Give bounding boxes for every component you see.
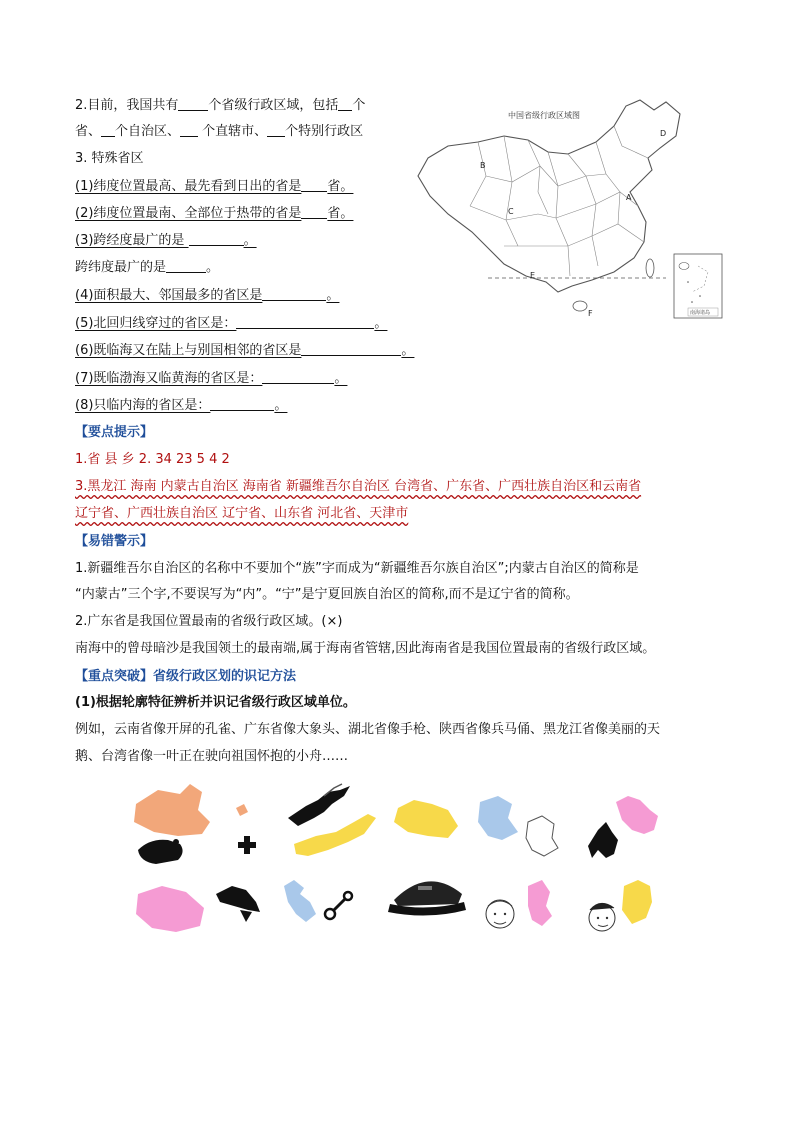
q3-item-7: (7)既临渤海又临黄海的省区是： 。 <box>75 371 348 386</box>
ningxia-shape <box>236 804 248 816</box>
cross-shape <box>238 836 256 854</box>
question-3-title: 3. 特殊省区 <box>75 151 144 166</box>
blank <box>180 122 198 137</box>
q3-item-5: (5)北回归线穿过的省区是： 。 <box>75 316 388 331</box>
q3-item-8: (8)只临内海的省区是： 。 <box>75 398 288 413</box>
key-paragraph-1: 例如，云南省像开屏的孔雀、广东省像大象头、湖北省像手枪、陕西省像兵马俑、黑龙江省像美丽的天 <box>75 722 661 737</box>
q2-text: 2.目前，我国共有 <box>75 98 179 113</box>
inset-label: 南海诸岛 <box>690 310 711 316</box>
province-shapes-illustration <box>128 782 688 952</box>
map-svg <box>408 96 726 322</box>
martial-artist-silhouette <box>588 822 618 858</box>
warnings-heading: 【易错警示】 <box>75 534 154 549</box>
q3-item-6: (6)既临海又在陆上与别国相邻的省区是 。 <box>75 343 415 358</box>
police-cap-illustration <box>388 881 466 915</box>
fujian-shape <box>528 880 552 926</box>
key-heading: 【重点突破】省级行政区划的识记方法 <box>75 669 297 684</box>
blank <box>101 122 115 137</box>
tips-answer-3: 辽宁省、广西壮族自治区 辽宁省、山东省 河北省、天津市 <box>75 506 409 521</box>
warning-line-4: 南海中的曾母暗沙是我国领土的最南端,属于海南省管辖,因此海南省是我国位置最南的省级行政区域。 <box>75 641 656 656</box>
q2-text: 个直辖市、 <box>198 124 268 139</box>
question-2-line2 <box>75 122 363 141</box>
tibet-shape <box>136 886 204 932</box>
anhui-shape <box>478 796 518 840</box>
q3-item-3: (3)跨经度最广的是 。 <box>75 233 257 248</box>
q3-item-4: (4)面积最大、邻国最多的省区是 。 <box>75 288 340 303</box>
map-label-f: F <box>588 309 593 318</box>
q2-text: 个特别行政区 <box>285 124 364 139</box>
q2-text: 个省级行政区域，包括 <box>208 98 339 113</box>
wrench-icon <box>325 892 352 919</box>
portrait-sketch-2 <box>589 903 615 931</box>
blank <box>267 122 285 137</box>
portrait-sketch-1 <box>486 900 514 928</box>
shaanxi-shape <box>284 880 316 922</box>
china-province-map <box>408 96 726 322</box>
province-shapes-svg <box>128 782 688 952</box>
tips-answer-2: 3.黑龙江 海南 内蒙古自治区 海南省 新疆维吾尔自治区 台湾省、广东省、广西壮族自治区和云南省 <box>75 479 642 494</box>
hubei-shape <box>394 800 458 838</box>
taiwan-shape <box>622 880 652 924</box>
fish-silhouette <box>216 886 260 912</box>
map-label-d: D <box>660 129 667 138</box>
q2-text: 个 <box>352 98 366 113</box>
key-paragraph-2: 鹅、台湾省像一叶正在驶向祖国怀抱的小舟…… <box>75 749 349 764</box>
puppy-outline <box>526 816 558 856</box>
q3-item-2: (2)纬度位置最南、全部位于热带的省是 省。 <box>75 206 354 221</box>
map-label-c: C <box>508 207 514 216</box>
warning-line-1: 1.新疆维吾尔自治区的名称中不要加个“族”字而成为“新疆维吾尔族自治区”;内蒙古自治区的简称是 <box>75 561 639 576</box>
warning-line-3: 2.广东省是我国位置最南的省级行政区域。(×) <box>75 614 343 629</box>
blank <box>178 96 208 111</box>
q2-text: 个自治区、 <box>115 124 181 139</box>
q3-item-3b: 跨纬度最广的是 。 <box>75 260 220 275</box>
q2-text: 省、 <box>75 124 102 139</box>
tips-answer-1: 1.省 县 乡 2. 34 23 5 4 2 <box>75 452 230 467</box>
eagle-silhouette <box>288 786 350 826</box>
map-title: 中国省级行政区域图 <box>508 111 580 120</box>
map-label-e: E <box>530 271 536 280</box>
jiangsu-shape <box>616 796 658 834</box>
question-2-line1 <box>75 96 365 115</box>
map-label-a: A <box>626 193 632 202</box>
key-subheading: (1)根据轮廓特征辨析并识记省级行政区域单位。 <box>75 695 356 710</box>
q3-item-1: (1)纬度位置最高、最先看到日出的省是 省。 <box>75 179 354 194</box>
map-label-b: B <box>480 161 486 170</box>
xinjiang-shape <box>134 784 210 836</box>
blank <box>338 96 352 111</box>
warning-line-2: “内蒙古”三个字,不要误写为“内”。“宁”是宁夏回族自治区的简称,而不是辽宁省的简称。 <box>75 587 579 602</box>
tips-heading: 【要点提示】 <box>75 425 154 440</box>
